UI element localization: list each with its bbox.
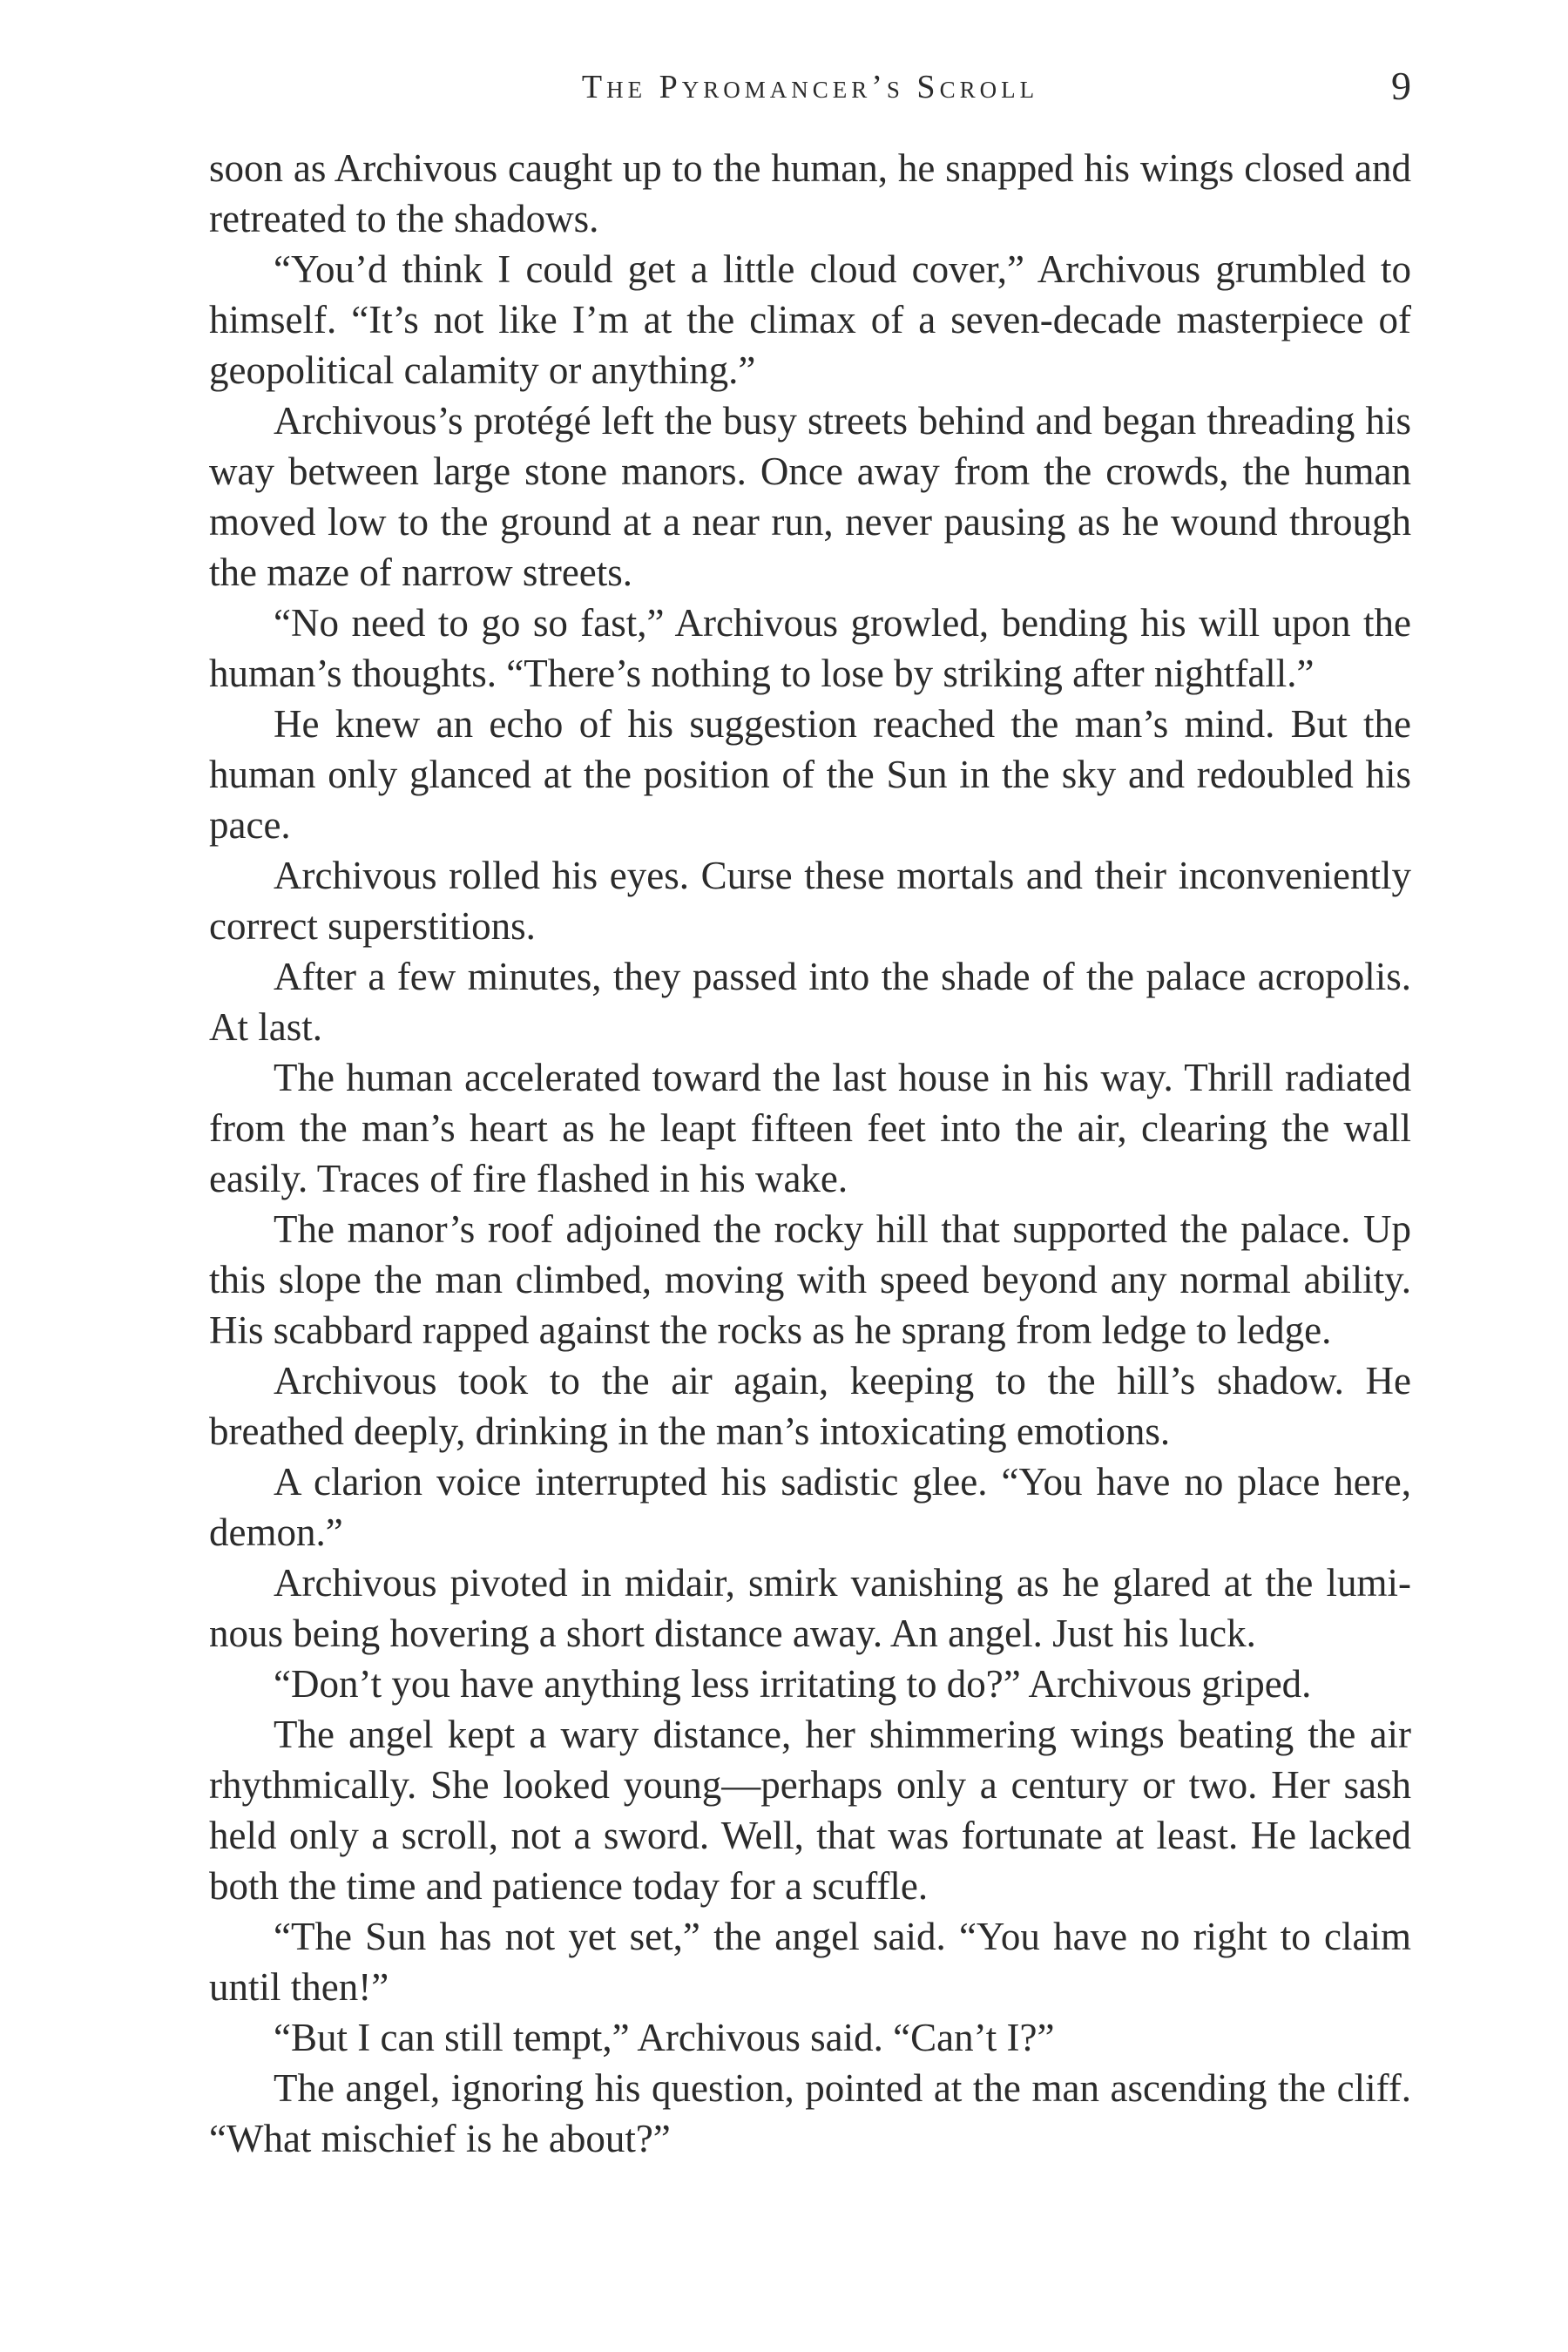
body-text (209, 143, 1411, 2164)
paragraph-15: “The Sun has not yet set,” the angel said. “You have no right to claim until then!” (209, 1915, 1411, 2009)
paragraph-14: The angel kept a wary distance, her shimmering wings beating the air rhythmically. She looked young—perhaps only a century or two. Her sash held only a scroll, not a sword. Well, that was fortunate at least. He lacked both the time and patience today for a scuffle. (209, 1713, 1411, 1908)
page-number: 9 (1391, 64, 1411, 108)
paragraph-10: Archivous took to the air again, keeping to the hill’s shadow. He breathed deeply, drinking in the man’s intoxicating emotions. (209, 1359, 1411, 1453)
paragraph-3: Archivous’s protégé left the busy streets behind and began threading his way between large stone manors. Once away from the crowds, the human moved low to the ground at a near run, never pausing as he wound through the maze of narrow streets. (209, 399, 1411, 594)
running-head (209, 63, 1411, 115)
paragraph-1: soon as Archivous caught up to the human, he snapped his wings closed and retreated to the shadows. (209, 146, 1411, 240)
paragraph-4: “No need to go so fast,” Archivous growled, bending his will upon the human’s thoughts. “There’s nothing to lose by striking after nightfall.” (209, 601, 1411, 695)
paragraph-6: Archivous rolled his eyes. Curse these mortals and their inconveniently correct superstitions. (209, 854, 1411, 948)
paragraph-16: “But I can still tempt,” Archivous said. “Can’t I?” (274, 2016, 1055, 2059)
paragraph-5: He knew an echo of his suggestion reached the man’s mind. But the human only glanced at the position of the Sun in the sky and redoubled his pace. (209, 702, 1411, 847)
paragraph-12: Archivous pivoted in midair, smirk vanishing as he glared at the luminous being hovering a short distance away. An angel. Just his luck. (209, 1561, 1411, 1655)
paragraph-2: “You’d think I could get a little cloud cover,” Archivous grumbled to himself. “It’s not like I’m at the climax of a seven-decade masterpiece of geopolitical calamity or anything.” (209, 247, 1411, 392)
paragraph-8: The human accelerated toward the last house in his way. Thrill radiated from the man’s heart as he leapt fifteen feet into the air, clearing the wall easily. Traces of fire flashed in his wake. (209, 1056, 1411, 1200)
paragraph-9: The manor’s roof adjoined the rocky hill that supported the palace. Up this slope the man climbed, moving with speed beyond any normal ability. His scabbard rapped against the rocks as he sprang from ledge to ledge. (209, 1207, 1411, 1352)
paragraph-7: After a few minutes, they passed into the shade of the palace acropolis. At last. (209, 955, 1411, 1049)
paragraph-11: A clarion voice interrupted his sadistic glee. “You have no place here, demon.” (209, 1460, 1411, 1554)
paragraph-13: “Don’t you have anything less irritating to do?” Archivous griped. (274, 1662, 1312, 1706)
book-title: The Pyromancer’s Scroll (581, 69, 1039, 105)
paragraph-17: The angel, ignoring his question, pointed at the man ascending the cliff. “What mischief is he about?” (209, 2066, 1411, 2160)
